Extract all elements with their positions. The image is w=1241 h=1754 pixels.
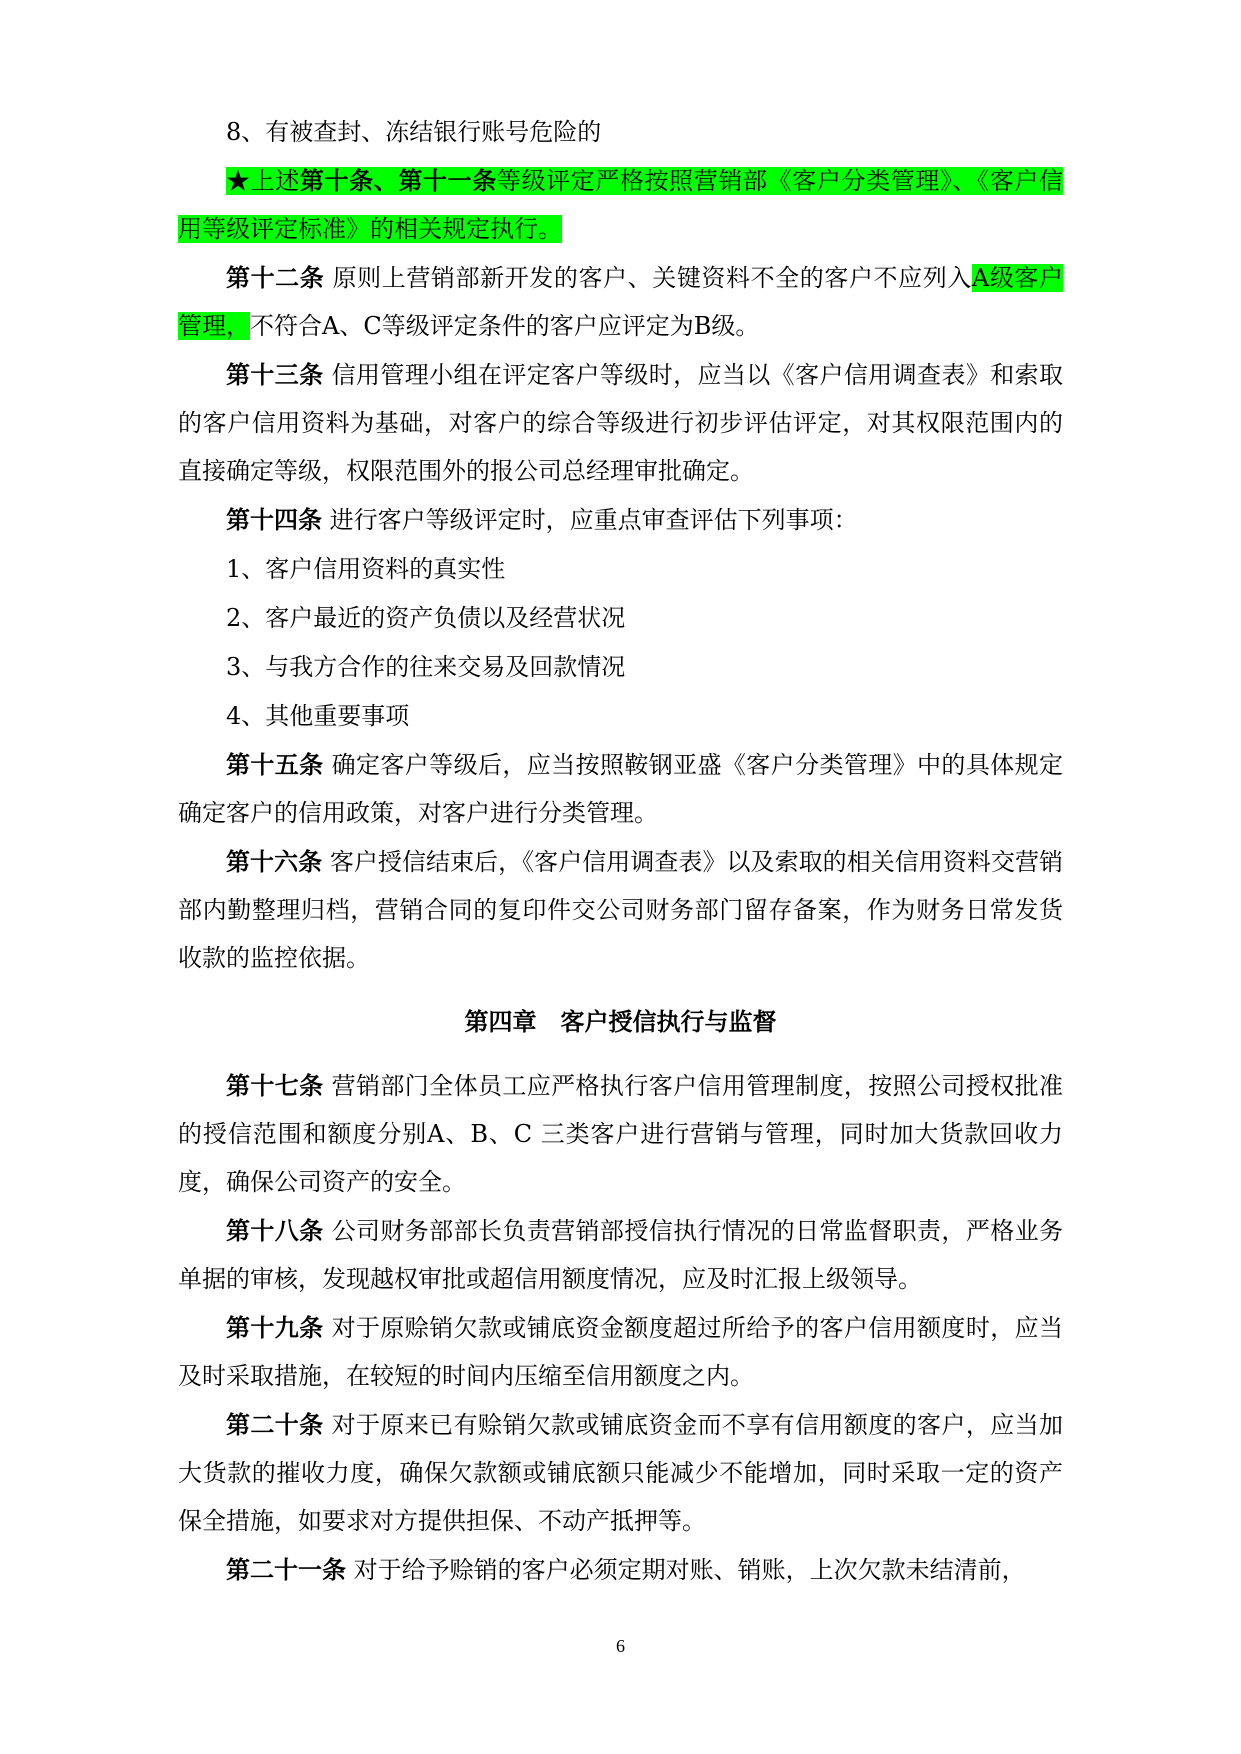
article-label: 第十二条 — [226, 264, 325, 292]
list-item: 2、客户最近的资产负债以及经营状况 — [226, 604, 626, 632]
article-12 — [178, 254, 1063, 350]
article-text: 客户授信结束后，《客户信用调查表》以及索取的相关信用资料交营销部内勤整理归档，营销合同的复印件交公司财务部门留存备案，作为财务日常发货收款的监控依据。 — [178, 848, 1063, 972]
article-label: 第十九条 — [226, 1314, 324, 1342]
article-text: 公司财务部部长负责营销部授信执行情况的日常监督职责，严格业务单据的审核，发现越权审批或超信用额度情况，应及时汇报上级领导。 — [178, 1217, 1064, 1293]
article-text: 对于原来已有赊销欠款或铺底资金而不享有信用额度的客户，应当加大货款的摧收力度，确保欠款额或铺底额只能减少不能增加，同时采取一定的资产保全措施，如要求对方提供担保、不动产抵押等。 — [178, 1411, 1064, 1535]
article-21 — [178, 1546, 1063, 1594]
article-18 — [178, 1207, 1063, 1303]
note-article-reference: 第十条、第十一条 — [299, 167, 497, 195]
list-item-8 — [178, 108, 1063, 156]
list-item: 1、客户信用资料的真实性 — [226, 555, 506, 583]
article-15 — [178, 741, 1063, 837]
list-item: 4、其他重要事项 — [226, 702, 410, 730]
article-text: 对于给予赊销的客户必须定期对账、销账，上次欠款未结清前， — [353, 1556, 1026, 1584]
article-label: 第十八条 — [226, 1217, 324, 1245]
article-text: 进行客户等级评定时，应重点审查评估下列事项： — [329, 506, 858, 534]
article-text: 确定客户等级后，应当按照鞍钢亚盛《客户分类管理》中的具体规定确定客户的信用政策，对客户进行分类管理。 — [178, 751, 1064, 827]
article-label: 第十七条 — [226, 1072, 324, 1100]
article-20 — [178, 1401, 1063, 1545]
article-14 — [178, 496, 1063, 544]
article-label: 第十三条 — [226, 361, 324, 389]
page-body — [178, 108, 1063, 1595]
article-text-continued: 不符合A、C等级评定条件的客户应评定为B级。 — [250, 312, 760, 340]
article-label: 第十六条 — [226, 848, 323, 876]
article-16 — [178, 838, 1063, 982]
star-icon: ★ — [226, 167, 251, 195]
article-label: 第二十一条 — [226, 1556, 346, 1584]
article-text: 对于原赊销欠款或铺底资金额度超过所给予的客户信用额度时，应当及时采取措施，在较短的时间内压缩至信用额度之内。 — [178, 1314, 1064, 1390]
article-label: 第十四条 — [226, 506, 322, 534]
note-body: 等级评定严格按照营销部《客户分类管理》、《客户信用等级评定标准》的相关规定执行。 — [178, 167, 1064, 243]
article-13 — [178, 351, 1063, 495]
article-text: 信用管理小组在评定客户等级时，应当以《客户信用调查表》和索取的客户信用资料为基础，对客户的综合等级进行初步评估评定，对其权限范围内的直接确定等级，权限范围外的报公司总经理审批确定。 — [178, 361, 1064, 485]
article-text: 原则上营销部新开发的客户、关键资料不全的客户不应列入 — [332, 264, 972, 292]
highlighted-text: A级客户管理， — [178, 264, 1063, 340]
article-19 — [178, 1304, 1063, 1400]
highlighted-note — [178, 157, 1063, 253]
article-17 — [178, 1062, 1063, 1206]
article-text: 营销部门全体员工应严格执行客户信用管理制度，按照公司授权批准的授信范围和额度分别A、B、C 三类客户进行营销与管理，同时加大货款回收力度，确保公司资产的安全。 — [178, 1072, 1064, 1196]
note-prefix: 上述 — [250, 167, 300, 195]
article-label: 第二十条 — [226, 1411, 324, 1439]
chapter-heading: 第四章 客户授信执行与监督 — [464, 1008, 777, 1036]
list-item-text: 8、有被查封、冻结银行账号危险的 — [226, 118, 602, 146]
article-label: 第十五条 — [226, 751, 324, 779]
page-number: 6 — [616, 1636, 625, 1656]
list-item: 3、与我方合作的往来交易及回款情况 — [226, 653, 626, 681]
